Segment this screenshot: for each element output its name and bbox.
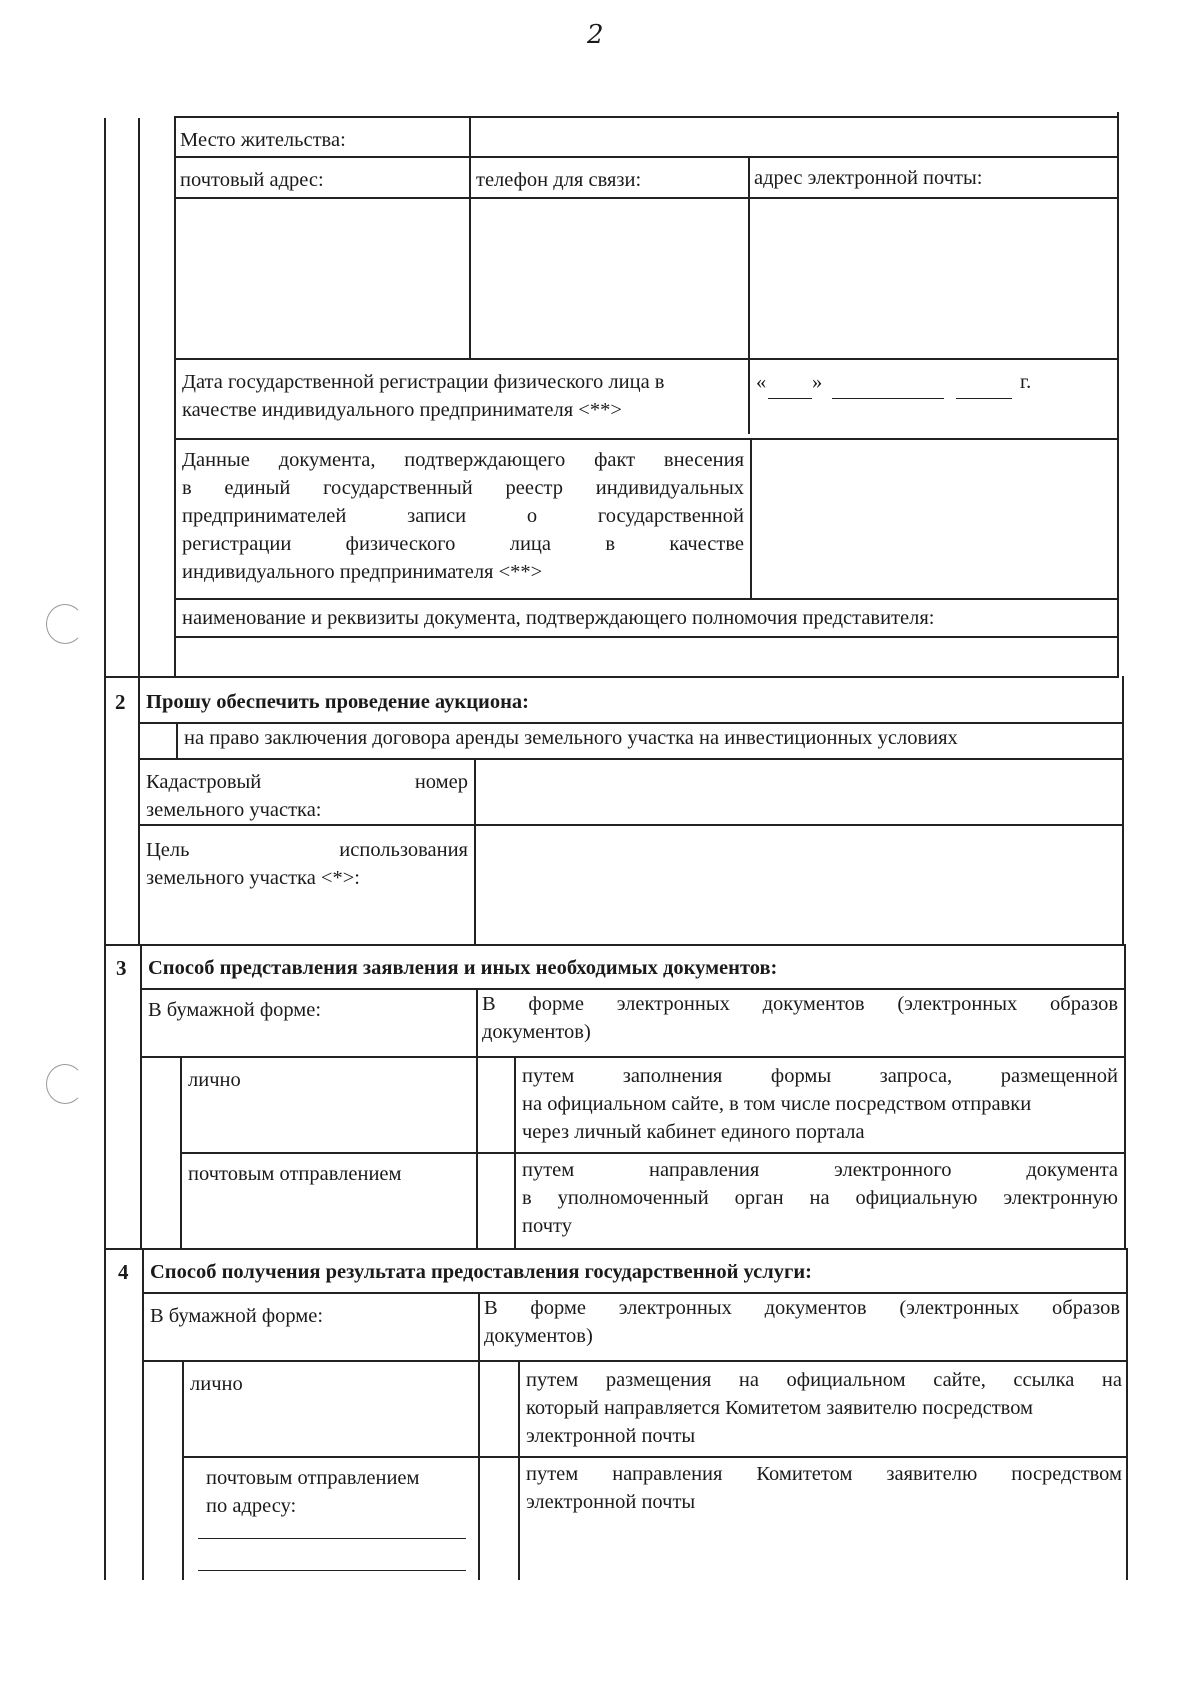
official-site-option: на официальном сайте, в том числе посредством отправки <box>522 1093 1032 1115</box>
table-border <box>750 438 752 598</box>
official-site-option: электронной почты <box>526 1425 696 1447</box>
table-line <box>104 944 1122 946</box>
section-4-number: 4 <box>118 1260 129 1284</box>
section-3-title: Способ представления заявления и иных необходимых документов: <box>148 957 778 979</box>
cadastral-number-label: земельного участка: <box>146 799 322 821</box>
section-4-title: Способ получения результата предоставления государственной услуги: <box>150 1261 812 1283</box>
punch-hole-mark <box>46 1064 84 1104</box>
table-line <box>174 598 1118 600</box>
table-border <box>142 1248 144 1580</box>
checkbox-cell-border <box>518 1360 520 1580</box>
registration-date-label: Дата государственной регистрации физического лица в качестве индивидуального предпринимателя <**> <box>182 371 665 421</box>
residence-label: Место жительства: <box>180 129 346 151</box>
section-2-number: 2 <box>115 690 126 714</box>
table-line <box>174 636 1118 638</box>
checkbox-cell-border <box>176 722 178 758</box>
table-border <box>478 1292 480 1580</box>
in-person-option: лично <box>190 1373 243 1395</box>
table-line <box>174 197 1118 199</box>
table-line <box>104 676 1118 678</box>
table-border-right <box>1122 676 1124 946</box>
email-result-option: путем направления Комитетом заявителю посредством <box>526 1463 1122 1485</box>
table-border <box>138 676 140 946</box>
date-year-suffix: г. <box>1020 371 1032 393</box>
table-line <box>140 1056 1124 1058</box>
cadastral-number-label: Кадастровый номер <box>146 771 468 793</box>
table-line <box>174 438 1118 440</box>
egrip-doc-line: предпринимателей записи о государственной <box>182 505 744 527</box>
email-delivery-option: путем направления электронного документа <box>522 1159 1118 1181</box>
by-post-option: почтовым отправлением <box>206 1467 420 1489</box>
by-post-option: по адресу: <box>206 1495 297 1517</box>
table-border <box>476 988 478 1250</box>
table-line <box>138 824 1122 826</box>
egrip-doc-line: Данные документа, подтверждающего факт внесения <box>182 449 744 471</box>
land-purpose-label: Цель использования <box>146 839 468 861</box>
table-border-right <box>1126 1248 1128 1580</box>
section-2-title: Прошу обеспечить проведение аукциона: <box>146 691 529 713</box>
table-border <box>138 118 140 678</box>
official-site-option: путем заполнения формы запроса, размещенной <box>522 1065 1118 1087</box>
paper-form-label: В бумажной форме: <box>148 999 322 1021</box>
egrip-doc-line: индивидуального предпринимателя <**> <box>182 561 543 583</box>
email-label: адрес электронной почты: <box>754 167 983 189</box>
table-border-right <box>1124 944 1126 1250</box>
punch-hole-mark <box>46 604 84 644</box>
page-number: 2 <box>587 20 604 50</box>
date-open-quote: « <box>756 371 767 393</box>
official-site-option: путем размещения на официальном сайте, ссылка на <box>526 1369 1122 1391</box>
postal-address-fill-line <box>198 1538 466 1539</box>
electronic-form-label: документов) <box>484 1325 593 1347</box>
land-purpose-label: земельного участка <*>: <box>146 867 360 889</box>
table-line <box>138 758 1122 760</box>
postal-address-fill-line <box>198 1570 466 1571</box>
email-delivery-option: почту <box>522 1215 572 1237</box>
email-result-option: электронной почты <box>526 1491 696 1513</box>
egrip-doc-line: в единый государственный реестр индивидуальных <box>182 477 744 499</box>
table-border <box>174 118 176 678</box>
table-border-left <box>104 118 106 1580</box>
postal-address-label: почтовый адрес: <box>180 169 324 191</box>
table-line <box>142 1360 1126 1362</box>
electronic-form-label: В форме электронных документов (электронных образов <box>484 1297 1120 1319</box>
date-close-quote: » <box>812 371 823 393</box>
table-line <box>104 1248 1126 1250</box>
official-site-option: который направляется Комитетом заявителю посредством <box>526 1397 1034 1419</box>
table-border <box>140 944 142 1250</box>
official-site-option: через личный кабинет единого портала <box>522 1121 865 1143</box>
auction-option-text: на право заключения договора аренды земельного участка на инвестиционных условиях <box>184 727 958 749</box>
table-line <box>180 1152 1124 1154</box>
table-border <box>469 116 471 360</box>
date-month-line <box>832 398 944 399</box>
egrip-doc-line: регистрации физического лица в качестве <box>182 533 744 555</box>
email-delivery-option: в уполномоченный орган на официальную электронную <box>522 1187 1118 1209</box>
phone-label: телефон для связи: <box>476 169 642 191</box>
in-person-option: лично <box>188 1069 241 1091</box>
electronic-form-label: документов) <box>482 1021 591 1043</box>
electronic-form-label: В форме электронных документов (электронных образов <box>482 993 1118 1015</box>
table-border <box>474 758 476 944</box>
checkbox-cell-border <box>182 1360 184 1580</box>
table-line <box>174 358 1118 360</box>
by-post-option: почтовым отправлением <box>188 1163 402 1185</box>
paper-form-label: В бумажной форме: <box>150 1305 324 1327</box>
table-line <box>174 156 1118 158</box>
representative-doc-label: наименование и реквизиты документа, подтверждающего полномочия представителя: <box>182 607 935 629</box>
section-3-number: 3 <box>116 956 127 980</box>
table-line <box>174 116 1118 118</box>
date-year-line <box>956 398 1012 399</box>
date-day-line <box>768 398 812 399</box>
table-line <box>182 1456 1126 1458</box>
